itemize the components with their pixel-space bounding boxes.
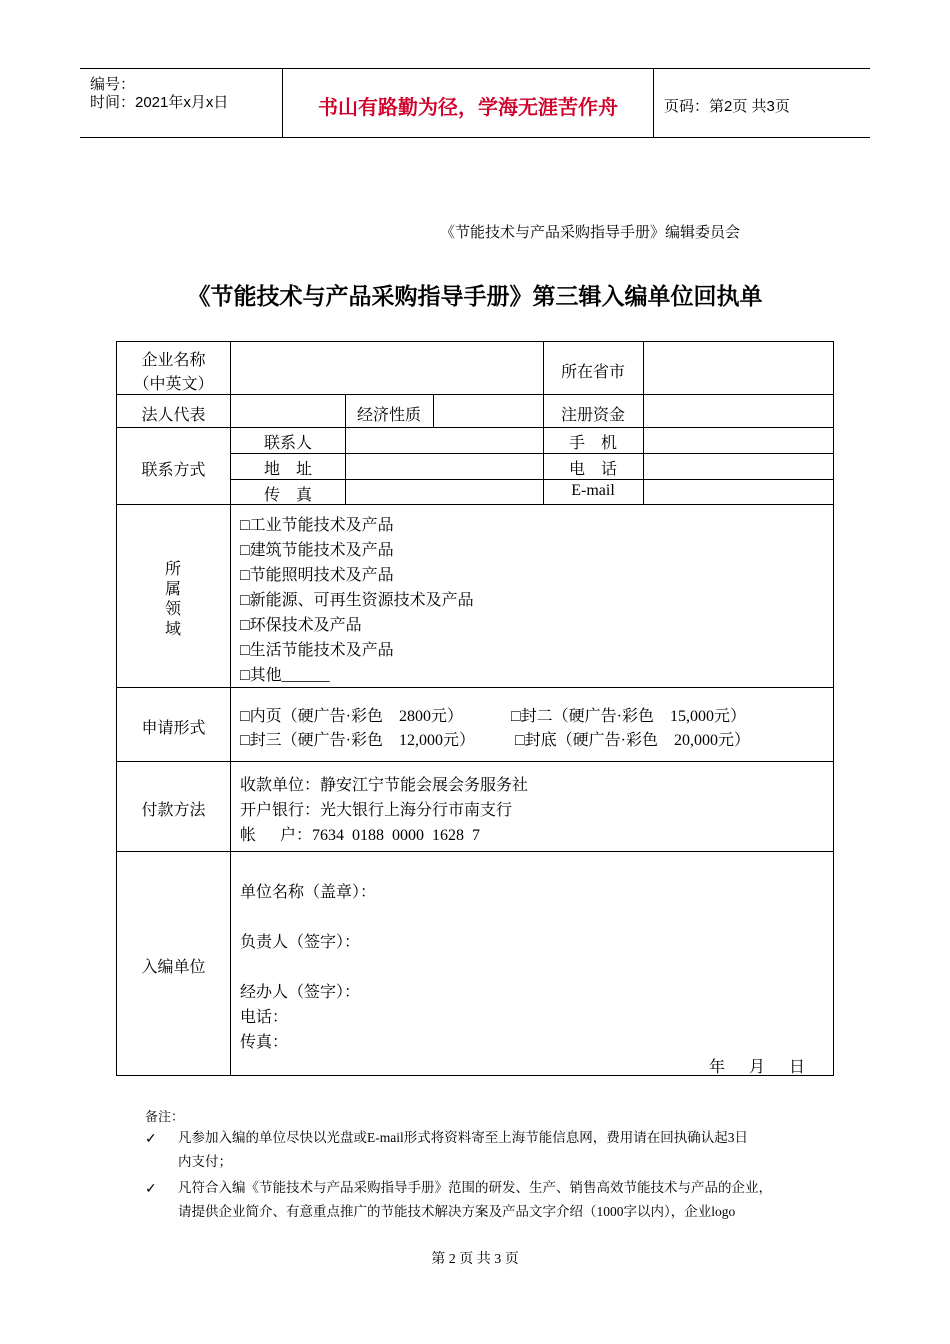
person-in-charge-field: 负责人（签字）： (240, 934, 361, 951)
application-label: 申请形式 (141, 720, 206, 737)
economic-nature-label: 经济性质 (356, 407, 421, 424)
handler-field: 经办人（签字）： (240, 984, 361, 1001)
receipt-form (116, 341, 834, 1076)
unit-name-field: 单位名称（盖章）： (240, 884, 377, 901)
column-divider (433, 394, 434, 427)
application-option[interactable]: □内页（硬广告·彩色 2800元） (240, 708, 463, 725)
payment-payee: 收款单位：静安江宁节能会展会务服务社 (240, 777, 529, 794)
field-label: 所 属 领 域 (164, 561, 181, 638)
company-name-label: 企业名称 (141, 352, 206, 369)
row-divider (231, 479, 833, 480)
page-title: 《节能技术与产品采购指导手册》第三辑入编单位回执单 (187, 283, 763, 310)
page-footer: 第 2 页 共 3 页 (431, 1252, 519, 1267)
column-divider (643, 342, 644, 504)
payment-bank: 开户银行：光大银行上海分行市南支行 (240, 802, 513, 819)
field-option[interactable]: □其他______ (240, 667, 330, 684)
email-label: E-mail (571, 482, 615, 499)
mobile-label: 手 机 (568, 435, 617, 452)
application-option[interactable]: □封底（硬广告·彩色 20,000元） (515, 732, 750, 749)
page-code: 页码：第2页 共3页 (664, 98, 790, 115)
field-option[interactable]: □节能照明技术及产品 (240, 567, 394, 584)
application-option[interactable]: □封三（硬广告·彩色 12,000元） (240, 732, 475, 749)
check-icon: ✓ (145, 1132, 157, 1147)
header-center-cell (283, 69, 654, 137)
row-divider (117, 394, 833, 395)
motto: 书山有路勤为径，学海无涯苦作舟 (318, 95, 618, 119)
contact-person-label: 联系人 (263, 435, 312, 452)
application-option[interactable]: □封二（硬广告·彩色 15,000元） (511, 708, 746, 725)
registered-capital-label: 注册资金 (560, 407, 625, 424)
legal-rep-label: 法人代表 (141, 407, 206, 424)
row-divider (117, 427, 833, 428)
fax-label: 传 真 (263, 487, 312, 504)
row-divider (117, 851, 833, 852)
company-name-label-sub: （中英文） (133, 376, 214, 393)
row-divider (117, 687, 833, 688)
phone-label: 电 话 (568, 461, 617, 478)
number-label: 编号： (90, 76, 136, 93)
row-divider (117, 761, 833, 762)
field-option[interactable]: □生活节能技术及产品 (240, 642, 394, 659)
payment-label: 付款方法 (141, 802, 206, 819)
note-item-1: 凡参加入编的单位尽快以光盘或E-mail形式将资料寄至上海节能信息网，费用请在回执确认起3日 内支付； (178, 1130, 748, 1169)
document-header (80, 68, 870, 138)
contact-method-label: 联系方式 (141, 462, 206, 479)
field-option[interactable]: □新能源、可再生资源技术及产品 (240, 592, 474, 609)
time-label: 时间：2021年x月x日 (90, 94, 229, 111)
address-label: 地 址 (263, 461, 312, 478)
field-option[interactable]: □建筑节能技术及产品 (240, 542, 394, 559)
field-option[interactable]: □工业节能技术及产品 (240, 517, 394, 534)
unit-label: 入编单位 (141, 959, 206, 976)
date-line: 年 月 日 (709, 1059, 806, 1076)
header-left-cell (80, 69, 283, 137)
phone-field: 电话： (240, 1009, 289, 1026)
row-divider (117, 504, 833, 505)
row-divider (231, 453, 833, 454)
header-right-cell (654, 69, 870, 137)
province-label: 所在省市 (560, 364, 625, 381)
field-option[interactable]: □环保技术及产品 (240, 617, 362, 634)
committee-name: 《节能技术与产品采购指导手册》编辑委员会 (440, 225, 741, 241)
check-icon: ✓ (145, 1182, 157, 1197)
payment-account: 帐 户：7634 0188 0000 1628 7 (240, 827, 481, 844)
fax-field: 传真： (240, 1034, 289, 1051)
note-item-2: 凡符合入编《节能技术与产品采购指导手册》范围的研发、生产、销售高效节能技术与产品的企业， 请提供企业简介、有意重点推广的节能技术解决方案及产品文字介绍（1000字以内），企业logo (178, 1180, 772, 1219)
notes-heading: 备注： (145, 1109, 185, 1124)
